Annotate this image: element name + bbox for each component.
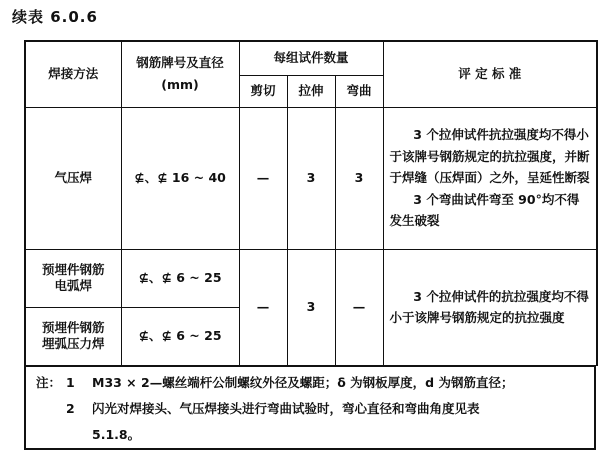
- table-row: [25, 249, 597, 307]
- row1-shear: —: [239, 107, 287, 249]
- merged-tension: 3: [287, 249, 335, 365]
- row2-method-line2: 电弧焊: [54, 278, 92, 293]
- note-2-number: 2: [66, 401, 75, 416]
- row3-method-line1: 预埋件钢筋: [41, 319, 105, 335]
- row1-bend: 3: [335, 107, 383, 249]
- row2-method: [25, 249, 121, 307]
- merged-shear: —: [239, 249, 287, 365]
- header-tension: 拉伸: [287, 75, 335, 107]
- row3-method: [25, 307, 121, 365]
- row2-grade: ⊈、⊈ 6 ~ 25: [121, 249, 239, 307]
- header-grade-unit: (mm): [161, 77, 199, 93]
- notes-label: 注：: [36, 375, 62, 390]
- row3-grade: ⊈、⊈ 6 ~ 25: [121, 307, 239, 365]
- row1-method: 气压焊: [25, 107, 121, 249]
- row3-method-line2: 埋弧压力焊: [41, 336, 105, 351]
- note-2-continuation: 5.1.8。: [92, 427, 141, 442]
- merged-criteria: [383, 249, 597, 365]
- merged-criteria-text: 3 个拉伸试件的抗拉强度均不得小于该牌号钢筋规定的抗拉强度: [389, 288, 589, 325]
- header-grade: [121, 41, 239, 107]
- note-2: [36, 396, 588, 422]
- row1-tension: 3: [287, 107, 335, 249]
- table-caption: 续表 6.0.6: [12, 8, 98, 26]
- header-shear: 剪切: [239, 75, 287, 107]
- row1-criteria-p2: 3 个弯曲试件弯至 90°均不得发生破裂: [389, 191, 580, 229]
- row1-grade: ⊈、⊈ 16 ~ 40: [121, 107, 239, 249]
- evaluation-table: [24, 40, 598, 366]
- note-1-number: 1: [66, 375, 75, 390]
- header-grade-line1: 钢筋牌号及直径: [136, 55, 224, 70]
- row1-criteria: [383, 107, 597, 249]
- row1-criteria-p1: 3 个拉伸试件抗拉强度均不得小于该牌号钢筋规定的抗拉强度，并断于焊缝（压焊面）之外，呈延性断裂: [389, 127, 590, 186]
- header-bend: 弯曲: [335, 75, 383, 107]
- header-count-group: 每组试件数量: [239, 41, 383, 75]
- merged-bend: —: [335, 249, 383, 365]
- note-1: [36, 370, 588, 396]
- note-2-text: 闪光对焊接头、气压焊接头进行弯曲试验时，弯心直径和弯曲角度见表: [92, 401, 480, 416]
- table-row: [25, 107, 597, 249]
- row2-method-line1: 预埋件钢筋: [41, 261, 105, 277]
- notes-box: [24, 366, 596, 450]
- header-method: 焊接方法: [25, 41, 121, 107]
- header-criteria: 评 定 标 准: [383, 41, 597, 107]
- note-1-text: M33 × 2—螺丝端杆公制螺纹外径及螺距；δ 为钢板厚度，d 为钢筋直径；: [92, 375, 514, 390]
